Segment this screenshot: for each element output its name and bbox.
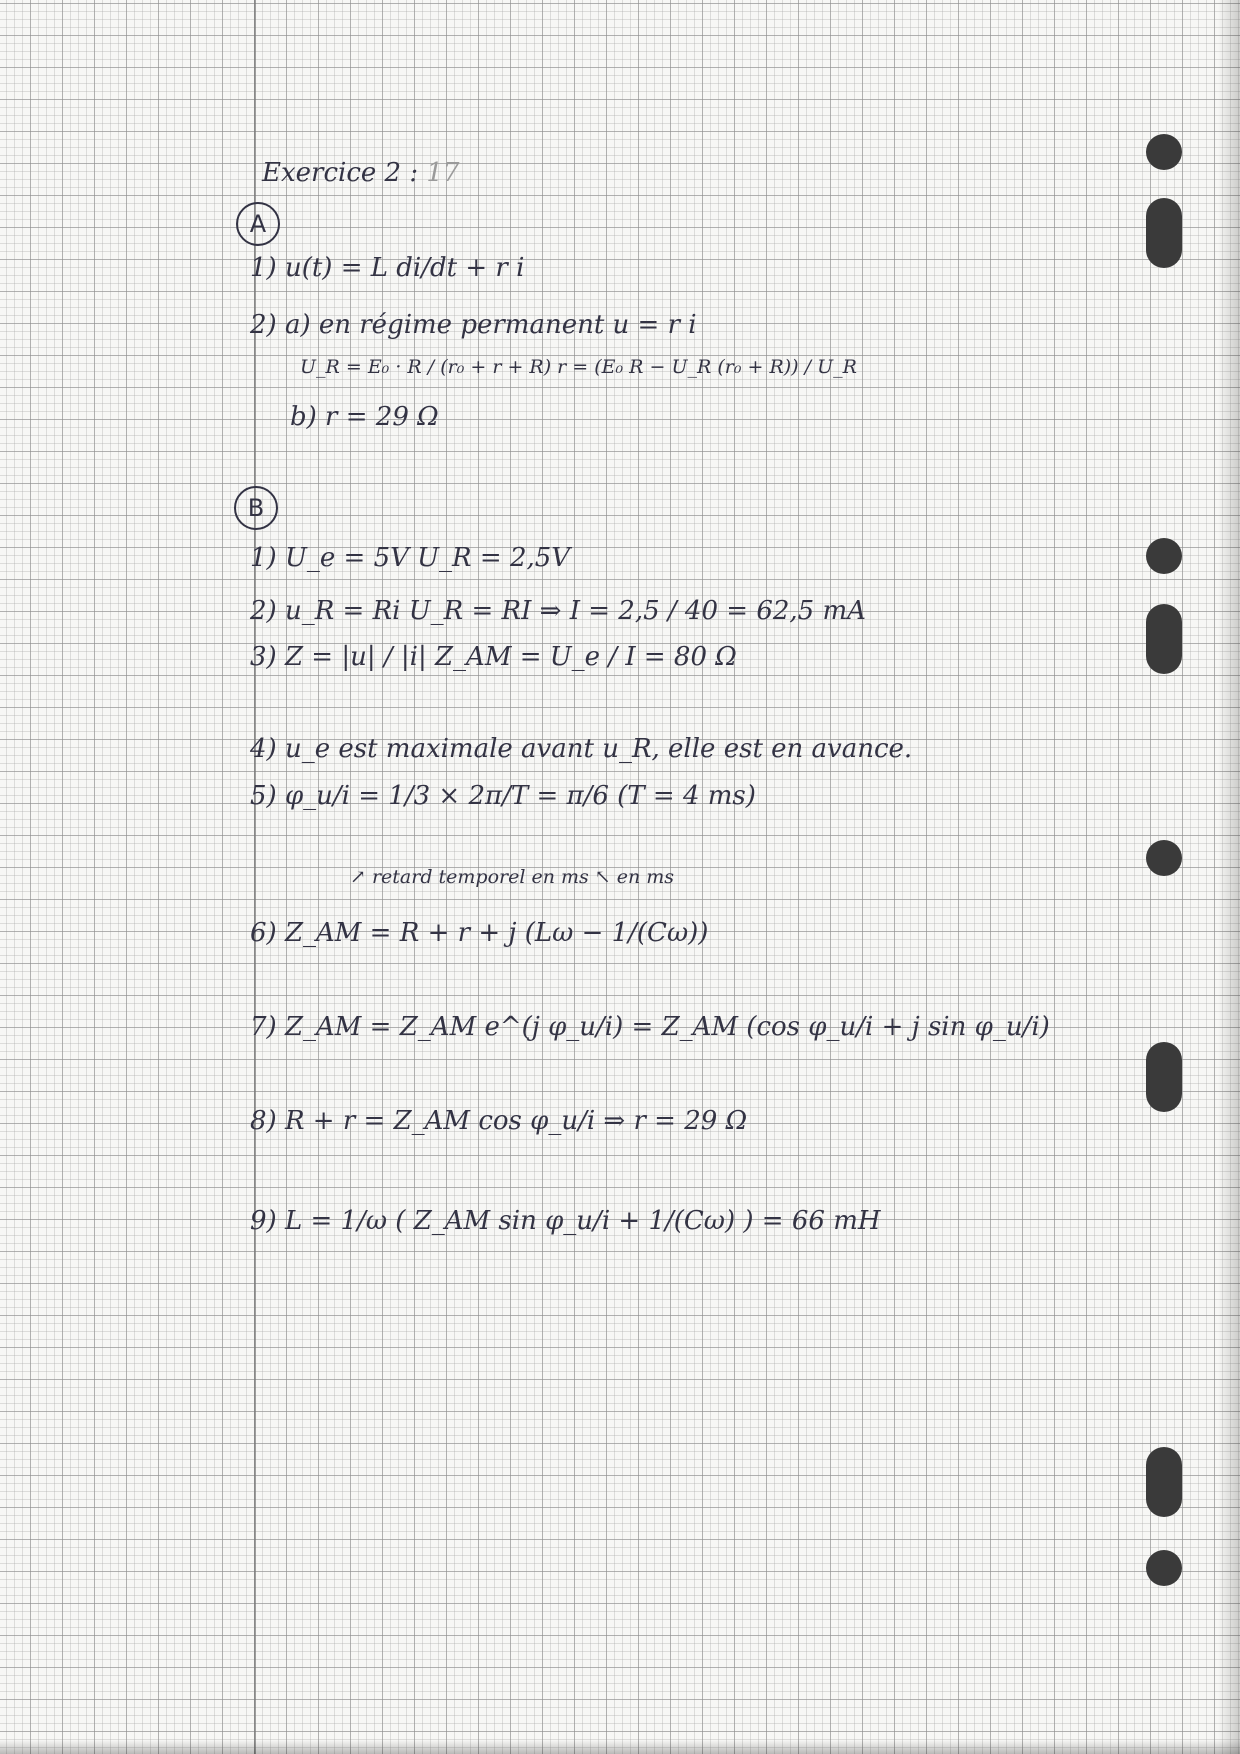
answer-line: 3) Z = |u| / |i| Z_AM = U_e / I = 80 Ω [250, 642, 737, 672]
binder-hole [1146, 840, 1182, 876]
page-title [262, 160, 459, 186]
answer-line: 2) u_R = Ri U_R = RI ⇒ I = 2,5 / 40 = 62,5 mA [250, 596, 866, 626]
section-b-marker: B [234, 486, 278, 530]
page-bottom-shadow [0, 1740, 1240, 1754]
answer-line: b) r = 29 Ω [290, 402, 439, 432]
page-edge-shadow [1218, 0, 1240, 1754]
score-mark: 17 [426, 158, 460, 188]
answer-line: 8) R + r = Z_AM cos φ_u/i ⇒ r = 29 Ω [250, 1106, 748, 1136]
binder-hole [1146, 1550, 1182, 1586]
binder-hole [1146, 538, 1182, 574]
answer-line: 4) u_e est maximale avant u_R, elle est en avance. [250, 734, 913, 764]
binder-hole [1146, 134, 1182, 170]
section-a-marker: A [236, 202, 280, 246]
answer-line: 6) Z_AM = R + r + j (Lω − 1/(Cω)) [250, 918, 709, 948]
answer-line: 1) U_e = 5V U_R = 2,5V [250, 543, 571, 573]
binder-hole [1146, 1447, 1182, 1517]
binder-hole [1146, 604, 1182, 674]
answer-line: 7) Z_AM = Z_AM e^(j φ_u/i) = Z_AM (cos φ_u/i + j sin φ_u/i) [250, 1012, 1050, 1042]
binder-hole [1146, 1042, 1182, 1112]
answer-line: 2) a) en régime permanent u = r i [250, 310, 697, 340]
answer-annotation: ↗ retard temporel en ms ↖ en ms [350, 866, 675, 888]
answer-line: 5) φ_u/i = 1/3 × 2π/T = π/6 (T = 4 ms) [250, 781, 756, 811]
answer-line: 1) u(t) = L di/dt + r i [250, 253, 525, 283]
answer-line: U_R = E₀ · R / (r₀ + r + R) r = (E₀ R − U_R (r₀ + R)) / U_R [300, 356, 857, 378]
exercise-title: Exercice 2 : [262, 158, 419, 188]
answer-line: 9) L = 1/ω ( Z_AM sin φ_u/i + 1/(Cω) ) = 66 mH [250, 1206, 881, 1236]
binder-hole [1146, 198, 1182, 268]
